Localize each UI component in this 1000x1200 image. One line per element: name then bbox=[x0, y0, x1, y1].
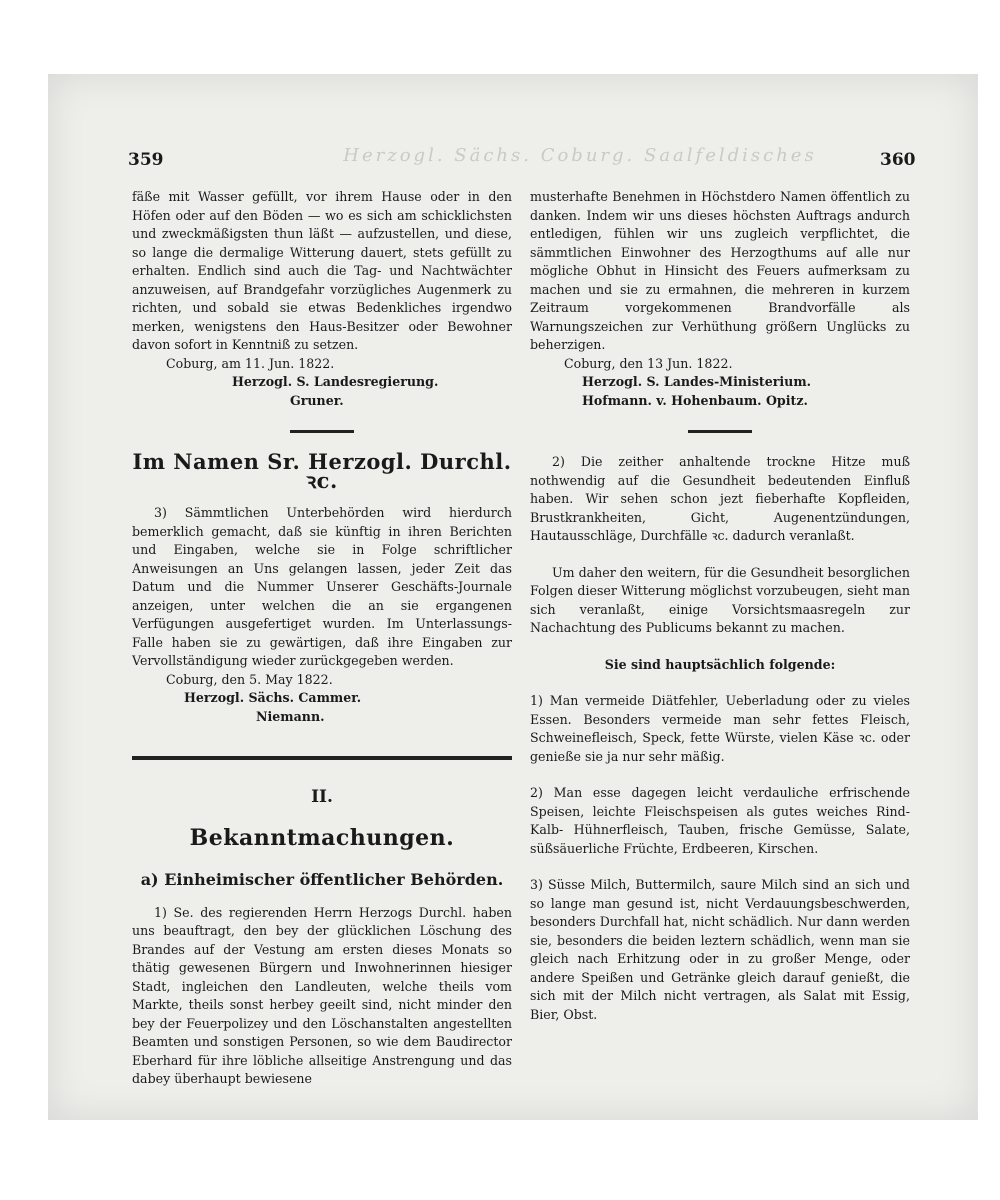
issuing-authority: Herzogl. S. Landesregierung. bbox=[232, 374, 439, 389]
left-column bbox=[132, 188, 512, 1089]
part-divider bbox=[132, 756, 512, 760]
section-divider-right bbox=[688, 430, 752, 433]
subsection-title: a) Einheimischer öffentlicher Behörden. bbox=[140, 870, 504, 889]
ordinance-item-3: 3) Sämmtlichen Unterbehörden wird hierdurch bemerklich gemacht, daß sie künftig in ihren Berichten und Eingaben, welche sie in Folge schriftlicher Anweisungen an Uns gelangen lassen, jeder Zeit das Datum und die Nummer Unserer Geschäfts-Journale anzeigen, unter welchen die an sie ergangenen Verfügungen ausgefertiget wurden. Im Unterlassungs-Falle haben sie zu gewärtigen, daß ihre Eingaben zur Vervollständigung wieder zurückgegeben werden. bbox=[132, 505, 512, 668]
section-divider bbox=[290, 430, 354, 433]
place-date: Coburg, am 11. Jun. 1822. bbox=[166, 355, 335, 371]
part-number: II. bbox=[311, 787, 333, 807]
bleed-through-header: Herzogl. Sächs. Coburg. Saalfeldisches bbox=[343, 145, 817, 166]
issuing-authority-right: Herzogl. S. Landes-Ministerium. bbox=[582, 374, 812, 389]
announcement-item-2: 2) Die zeither anhaltende trockne Hitze muß nothwendig auf die Gesundheit bedeutenden Einfluß haben. Wir sehen schon jezt fieberhafte Kopfleiden, Brustkrankheiten, Gicht, Augenentzündungen, Hautausschläge, Durchfälle ꝛc. dadurch veranlaßt. bbox=[530, 454, 910, 543]
place-date-right: Coburg, den 13 Jun. 1822. bbox=[564, 355, 733, 371]
right-column bbox=[530, 188, 910, 1024]
precaution-paragraph: Um daher den weitern, für die Gesundheit besorglichen Folgen dieser Witterung möglichst vorzubeugen, sieht man sich veranlaßt, einige Vorsichtsmaasregeln zur Nachachtung des Publicums bekannt zu machen. bbox=[530, 564, 910, 635]
ordinance-place-date: Coburg, den 5. May 1822. bbox=[166, 671, 333, 687]
rule-3: 3) Süsse Milch, Buttermilch, saure Milch sind an sich und so lange man gesund ist, nicht Verdauungsbeschwerden, besonders Durchfall hat, nicht schädlich. Nur dann werden sie, besonders die beiden leztern schädlich, wenn man sie gleich nach Erhitzung oder in zu großer Menge, oder andere Speißen und Getränke gleich darauf genießt, die sich mit der Milch nicht vertragen, als Salat mit Essig, Bier, Obst. bbox=[530, 877, 910, 1022]
ordinance-signatory: Niemann. bbox=[256, 708, 325, 724]
signatories-right: Hofmann. v. Hohenbaum. Opitz. bbox=[582, 392, 808, 408]
signatory: Gruner. bbox=[290, 392, 344, 408]
list-lead: Sie sind hauptsächlich folgende: bbox=[604, 656, 836, 672]
announcement-item-1: 1) Se. des regierenden Herrn Herzogs Durchl. haben uns beauftragt, den bey der glücklichen Löschung des Brandes auf der Vestung am ersten dieses Monats so thätig gewesenen Bürgern und Inwohnerinnen hiesiger Stadt, ingleichen den Landleuten, welche theils vom Markte, theils sonst herbey geeilt sind, nicht minder den bey der Feuerpolizey und den Löschanstalten angestellten Beamten und sonstigen Personen, so wie dem Baudirector Eberhard für ihre löbliche allseitige Anstrengung und das dabey überhaupt bewiesene bbox=[132, 904, 512, 1086]
rule-1: 1) Man vermeide Diätfehler, Ueberladung oder zu vieles Essen. Besonders vermeide man sehr fettes Fleisch, Schweinefleisch, Speck, fette Würste, vielen Käse ꝛc. oder genieße sie ja nur sehr mäßig. bbox=[530, 693, 910, 764]
ordinance-authority: Herzogl. Sächs. Cammer. bbox=[184, 690, 362, 705]
section-title: Im Namen Sr. Herzogl. Durchl. ꝛc. bbox=[132, 449, 512, 493]
page-number-left: 359 bbox=[128, 150, 164, 170]
rule-2: 2) Man esse dagegen leicht verdauliche erfrischende Speisen, leichte Fleischspeisen als gutes weiches Rind- Kalb- Hühnerfleisch, Tauben, frische Gemüsse, Salate, süßsäuerliche Früchte, Erdbeeren, Kirschen. bbox=[530, 785, 910, 856]
continuation-paragraph-right: musterhafte Benehmen in Höchstdero Namen öffentlich zu danken. Indem wir uns dieses höchsten Auftrags andurch entledigen, fühlen wir uns zugleich verpflichtet, die sämmtlichen Einwohner des Herzogthums auf alle nur mögliche Obhut in Hinsicht des Feuers aufmerksam zu machen und sie zu ermahnen, die mehreren in kurzem Zeitraum vorgekommenen Brandvorfälle als Warnungszeichen zur Verhüthung größern Unglücks zu beherzigen. bbox=[530, 189, 910, 352]
continuation-paragraph: fäße mit Wasser gefüllt, vor ihrem Hause oder in den Höfen oder auf den Böden — wo es sich am schicklichsten und zweckmäßigsten thun läßt — aufzustellen, und diese, so lange die dermalige Witterung dauert, stets gefüllt zu erhalten. Endlich sind auch die Tag- und Nachtwächter anzuweisen, auf Brandgefahr vorzügliches Augenmerk zu richten, und sobald sie etwas Bedenkliches irgendwo merken, wenigstens den Haus-Besitzer oder Bewohner davon sofort in Kenntniß zu setzen. bbox=[132, 189, 512, 352]
page-number-right: 360 bbox=[880, 150, 916, 170]
part-title: Bekanntmachungen. bbox=[189, 824, 455, 851]
